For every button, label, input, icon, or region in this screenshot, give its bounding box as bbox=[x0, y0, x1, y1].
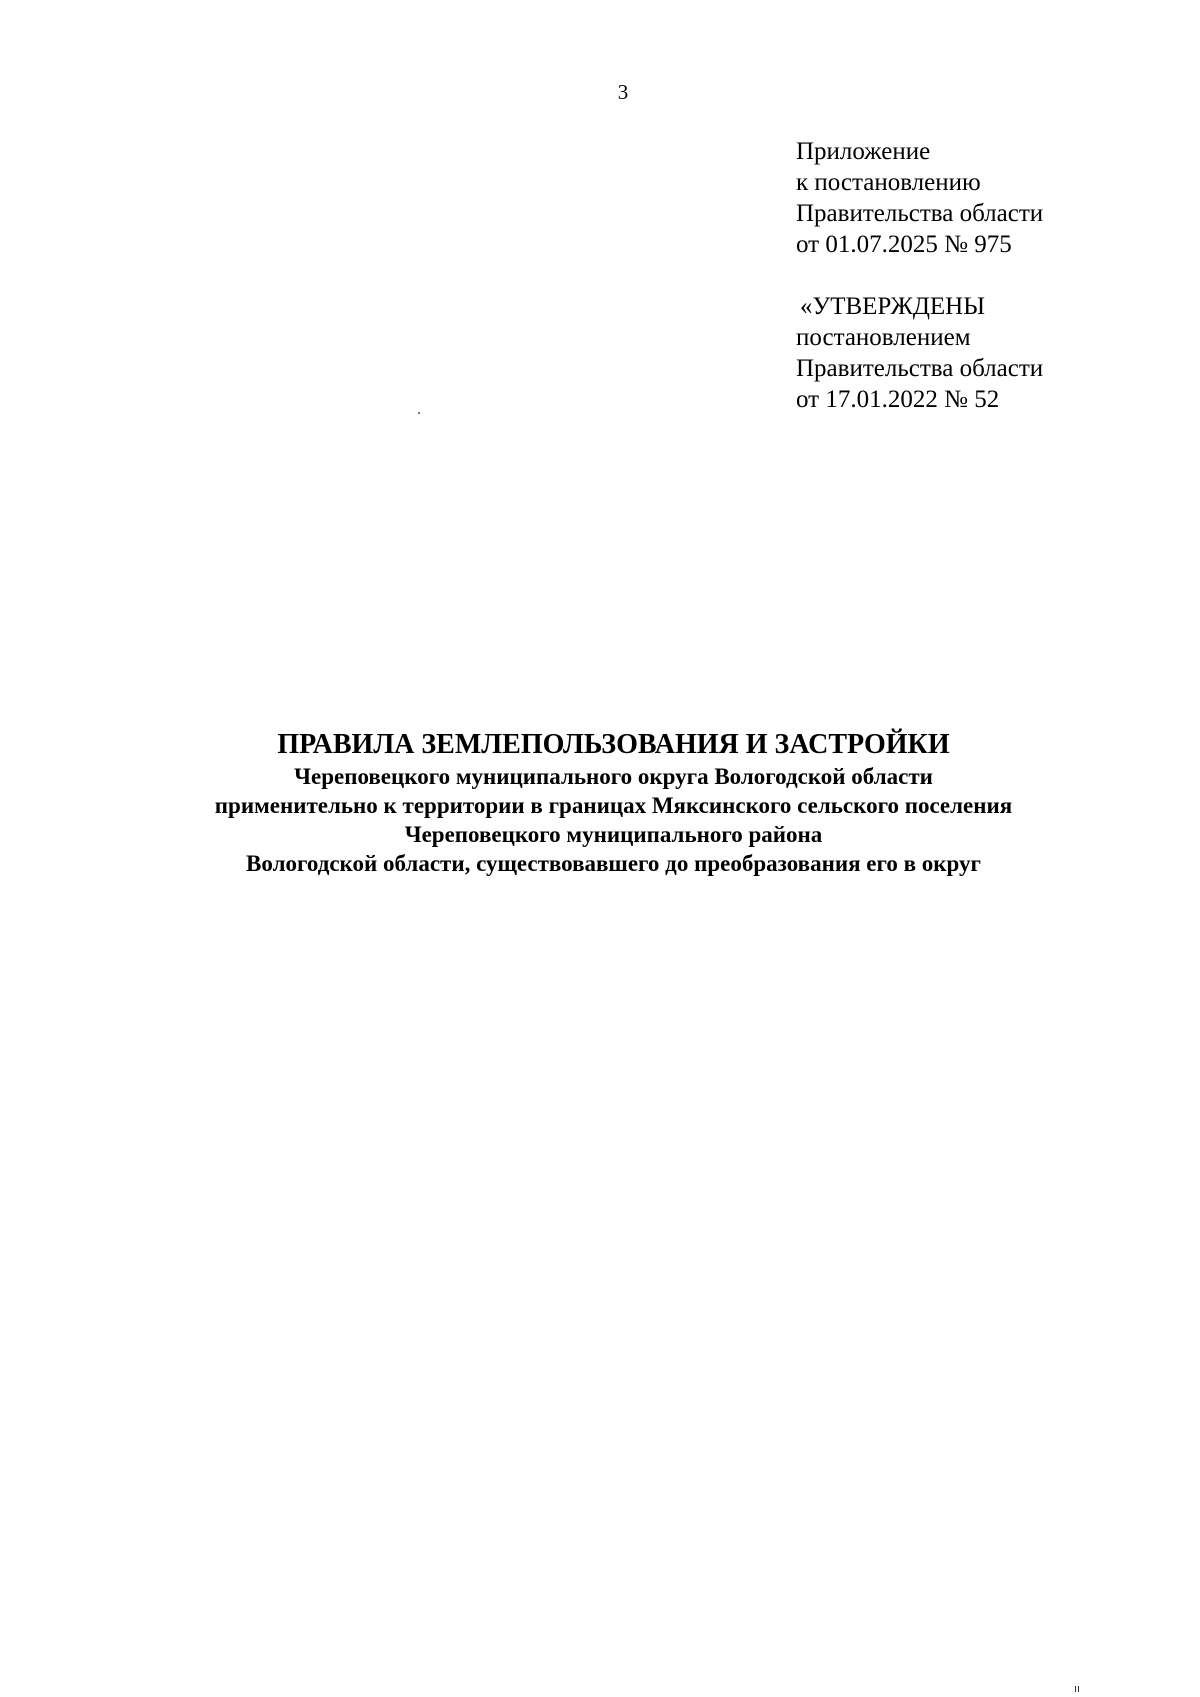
appendix-reference bbox=[796, 136, 1043, 260]
document-title-block bbox=[0, 728, 1200, 878]
page-number: 3 bbox=[617, 80, 629, 104]
appendix-line: от 01.07.2025 № 975 bbox=[796, 231, 1012, 258]
appendix-line: Приложение bbox=[796, 138, 931, 165]
approval-line: от 17.01.2022 № 52 bbox=[796, 386, 1000, 413]
document-title: ПРАВИЛА ЗЕМЛЕПОЛЬЗОВАНИЯ И ЗАСТРОЙКИ bbox=[277, 729, 950, 760]
appendix-line: Правительства области bbox=[796, 200, 1044, 227]
scan-edge-mark bbox=[1075, 1686, 1083, 1692]
document-subtitle-line: применительно к территории в границах Мяксинского сельского поселения bbox=[214, 793, 1013, 818]
document-subtitle-line: Череповецкого муниципального округа Вологодской области bbox=[294, 764, 933, 789]
approval-line: «УТВЕРЖДЕНЫ bbox=[800, 293, 986, 320]
appendix-line: к постановлению bbox=[796, 169, 981, 196]
scan-speck bbox=[418, 412, 420, 414]
approval-stamp-text bbox=[796, 291, 1043, 415]
document-subtitle-line: Вологодской области, существовавшего до преобразования его в округ bbox=[246, 851, 981, 876]
approval-line: Правительства области bbox=[796, 355, 1044, 382]
scan-edge-tick bbox=[1075, 1686, 1076, 1692]
approval-line: постановлением bbox=[796, 324, 971, 351]
document-subtitle-line: Череповецкого муниципального района bbox=[404, 822, 823, 847]
scan-edge-tick bbox=[1078, 1686, 1079, 1692]
